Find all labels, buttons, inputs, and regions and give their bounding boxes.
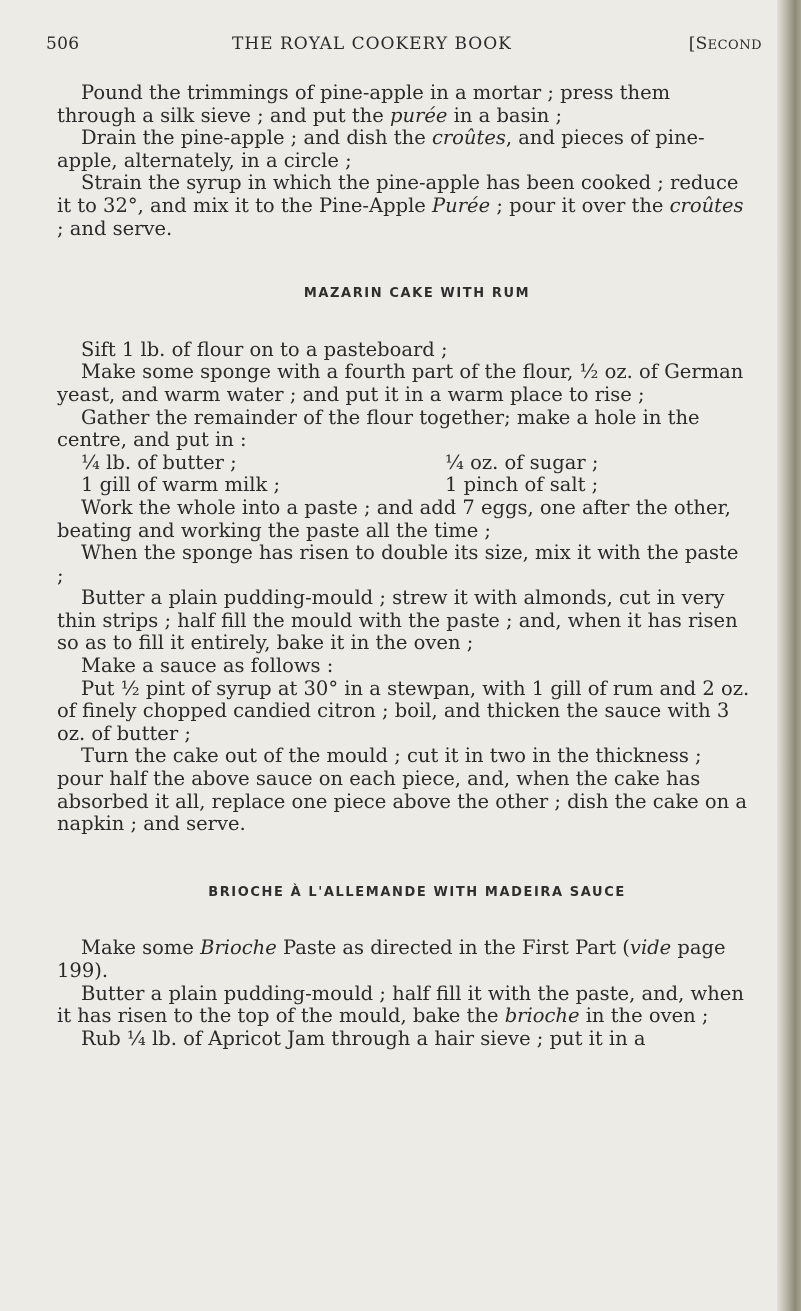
paragraph: Butter a plain pudding-mould ; strew it with almonds, cut in very thin strips ; half fill the mould with the paste ; and, when it has risen so as to fill it entirely, bake it in the oven ; xyxy=(57,586,738,655)
paragraph: Rub ¼ lb. of Apricot Jam through a hair sieve ; put it in a xyxy=(81,1026,646,1050)
ingredient: 1 pinch of salt ; xyxy=(445,473,599,497)
running-header xyxy=(46,34,762,58)
paragraph: Turn the cake out of the mould ; cut it in two in the thickness ; pour half the above sauce on each piece, and, when the cake has absorbed it all, replace one piece above the other ; dish the cake on a napkin ; and serve. xyxy=(57,744,748,836)
paragraph: Make some Brioche Paste as directed in the First Part (vide page 199). xyxy=(57,936,726,982)
paragraph: Make some sponge with a fourth part of the flour, ½ oz. of German yeast, and warm water ; and put it in a warm place to rise ; xyxy=(57,360,744,406)
ingredient: 1 gill of warm milk ; xyxy=(81,473,281,497)
ingredient: ¼ oz. of sugar ; xyxy=(445,450,599,474)
paragraph: Gather the remainder of the flour together; make a hole in the centre, and put in : xyxy=(57,405,700,452)
paragraph: Butter a plain pudding-mould ; half fill it with the paste, and, when it has risen to the top of the mould, bake the brioche in the oven ; xyxy=(57,981,744,1028)
paragraph: Sift 1 lb. of flour on to a pasteboard ; xyxy=(81,337,448,361)
recipe-title: MAZARIN CAKE WITH RUM xyxy=(303,286,531,302)
paragraph: Drain the pine-apple ; and dish the croûtes, and pieces of pine-apple, alternately, in a circle ; xyxy=(57,126,705,172)
ingredient-row xyxy=(57,474,751,497)
recipe-title: BRIOCHE À L'ALLEMANDE WITH MADEIRA SAUCE xyxy=(208,884,626,900)
paragraph: When the sponge has risen to double its size, mix it with the paste ; xyxy=(57,541,739,587)
paragraph: Work the whole into a paste ; and add 7 eggs, one after the other, beating and working the paste all the time ; xyxy=(57,495,731,542)
page-number: 506 xyxy=(46,34,80,54)
paragraph: Put ½ pint of syrup at 30° in a stewpan, with 1 gill of rum and 2 oz. of finely chopped candied citron ; boil, and thicken the sauce with 3 oz. of butter ; xyxy=(57,676,750,745)
section-label: [SECOND xyxy=(688,34,762,54)
paragraph: Pound the trimmings of pine-apple in a mortar ; press them through a silk sieve ; and put the purée in a basin ; xyxy=(57,81,671,127)
ingredient: ¼ lb. of butter ; xyxy=(81,450,237,474)
ingredient-row xyxy=(57,452,751,475)
page-edge-shadow xyxy=(777,0,801,1311)
page-body xyxy=(57,82,751,1050)
running-title: THE ROYAL COOKERY BOOK xyxy=(232,34,512,54)
paragraph: Strain the syrup in which the pine-apple has been cooked ; reduce it to 32°, and mix it to the Pine-Apple Purée ; pour it over the croûtes ; and serve. xyxy=(57,171,744,240)
paragraph: Make a sauce as follows : xyxy=(81,654,334,678)
